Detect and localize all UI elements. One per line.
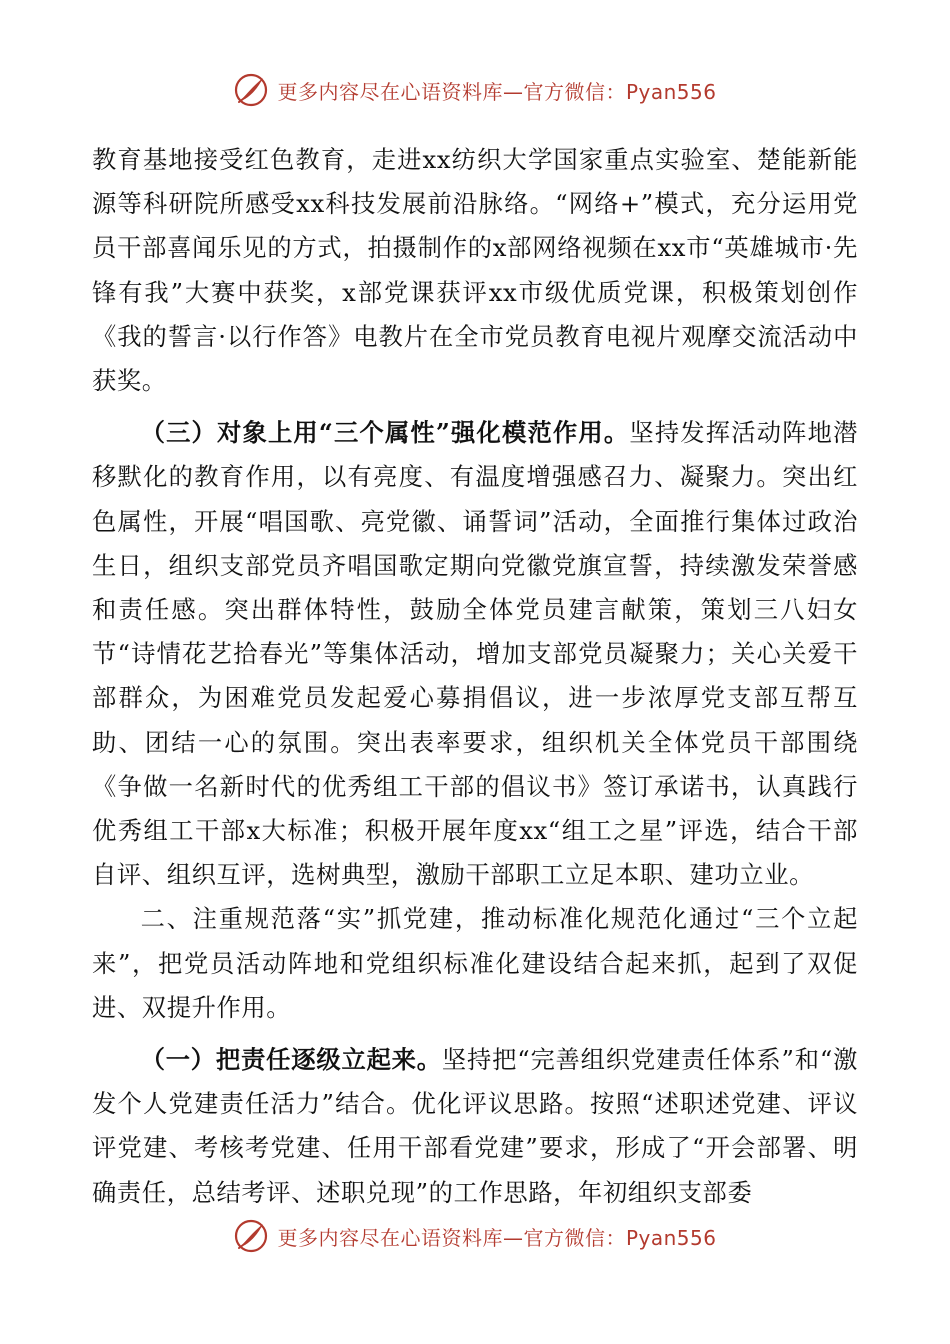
quill-pen-logo-icon xyxy=(233,72,269,108)
footer-banner xyxy=(0,1218,950,1254)
header-banner-text: 更多内容尽在心语资料库—官方微信：Pyan556 xyxy=(277,79,717,104)
paragraph-2-body: 坚持发挥活动阵地潜移默化的教育作用，以有亮度、有温度增强感召力、凝聚力。突出红色属性，开展“唱国歌、亮党徽、诵誓词”活动，全面推行集体过政治生日，组织支部党员齐唱国歌定期向党徽党旗宣誓，持续激发荣誉感和责任感。突出群体特性，鼓励全体党员建言献策，策划三八妇女节“诗情花艺拾春光”等集体活动，增加支部党员凝聚力；关心关爱干部群众，为困难党员发起爱心募捐倡议，进一步浓厚党支部互帮互助、团结一心的氛围。突出表率要求，组织机关全体党员干部围绕《争做一名新时代的优秀组工干部的倡议书》签订承诺书，认真践行优秀组工干部x大标准；积极开展年度xx“组工之星”评选，结合干部自评、组织互评，选树典型，激励干部职工立足本职、建功立业。 xyxy=(92,418,858,890)
header-banner xyxy=(0,72,950,108)
section-heading-3: （三）对象上用“三个属性”强化模范作用。 xyxy=(140,418,630,448)
quill-pen-logo-icon xyxy=(233,1218,269,1254)
paragraph-4-body: 坚持把“完善组织党建责任体系”和“激发个人党建责任活力”结合。优化评议思路。按照“述职述党建、评议评党建、考核考党建、任用干部看党建”要求，形成了“开会部署、明确责任，总结考评、述职兑现”的工作思路，年初组织支部委 xyxy=(92,1045,858,1207)
document-body xyxy=(92,138,858,1215)
paragraph-1: 教育基地接受红色教育，走进xx纺织大学国家重点实验室、楚能新能源等科研院所感受xx科技发展前沿脉络。“网络+”模式，充分运用党员干部喜闻乐见的方式，拍摄制作的x部网络视频在xx市“英雄城市·先锋有我”大赛中获奖，x部党课获评xx市级优质党课，积极策划创作《我的誓言·以行作答》电教片在全市党员教育电视片观摩交流活动中获奖。 xyxy=(92,145,858,396)
paragraph-4 xyxy=(92,1038,858,1215)
footer-banner-text: 更多内容尽在心语资料库—官方微信：Pyan556 xyxy=(277,1225,717,1250)
section-heading-1: （一）把责任逐级立起来。 xyxy=(140,1045,442,1075)
paragraph-2 xyxy=(92,411,858,897)
paragraph-3: 二、注重规范落“实”抓党建，推动标准化规范化通过“三个立起来”，把党员活动阵地和党组织标准化建设结合起来抓，起到了双促进、双提升作用。 xyxy=(92,904,858,1022)
